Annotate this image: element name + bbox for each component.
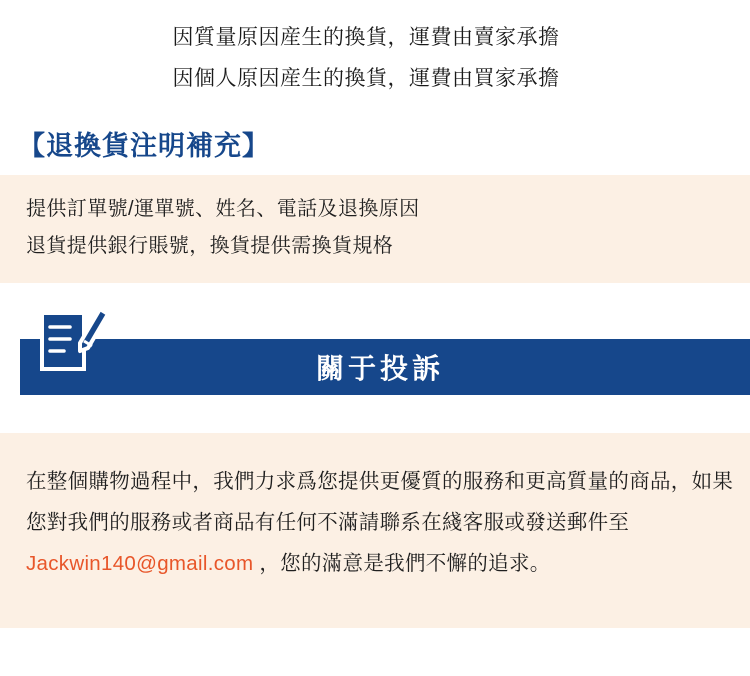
complaint-body-part1: 在整個購物過程中，我們力求爲您提供更優質的服務和更高質量的商品，如果您對我們的服務或者商品有任何不滿請聯系在綫客服或發送郵件至 — [26, 469, 734, 534]
pencil-edit-icon — [36, 297, 110, 381]
top-note-line: 因質量原因産生的換貨，運費由賣家承擔 — [172, 26, 560, 49]
return-section-heading: 【退換貨注明補充】 — [18, 130, 270, 161]
complaint-banner-title: 關于投訴 — [315, 352, 444, 384]
contact-email[interactable]: Jackwin140@gmail.com — [26, 551, 254, 575]
complaint-body-part2: ，您的滿意是我們不懈的追求。 — [253, 551, 551, 575]
complaint-body-block — [0, 433, 750, 628]
return-section-note-block — [0, 175, 750, 283]
top-note-line: 因個人原因産生的換貨，運費由買家承擔 — [172, 66, 560, 90]
return-note-line: 退貨提供銀行賬號，換貨提供需換貨規格 — [26, 234, 394, 257]
complaint-banner — [0, 339, 750, 395]
return-note-line: 提供訂單號/運單號、姓名、電話及退換原因 — [26, 197, 420, 220]
complaint-banner-bar — [20, 339, 750, 395]
top-notes-group — [0, 0, 750, 100]
complaint-body-text — [26, 461, 734, 584]
